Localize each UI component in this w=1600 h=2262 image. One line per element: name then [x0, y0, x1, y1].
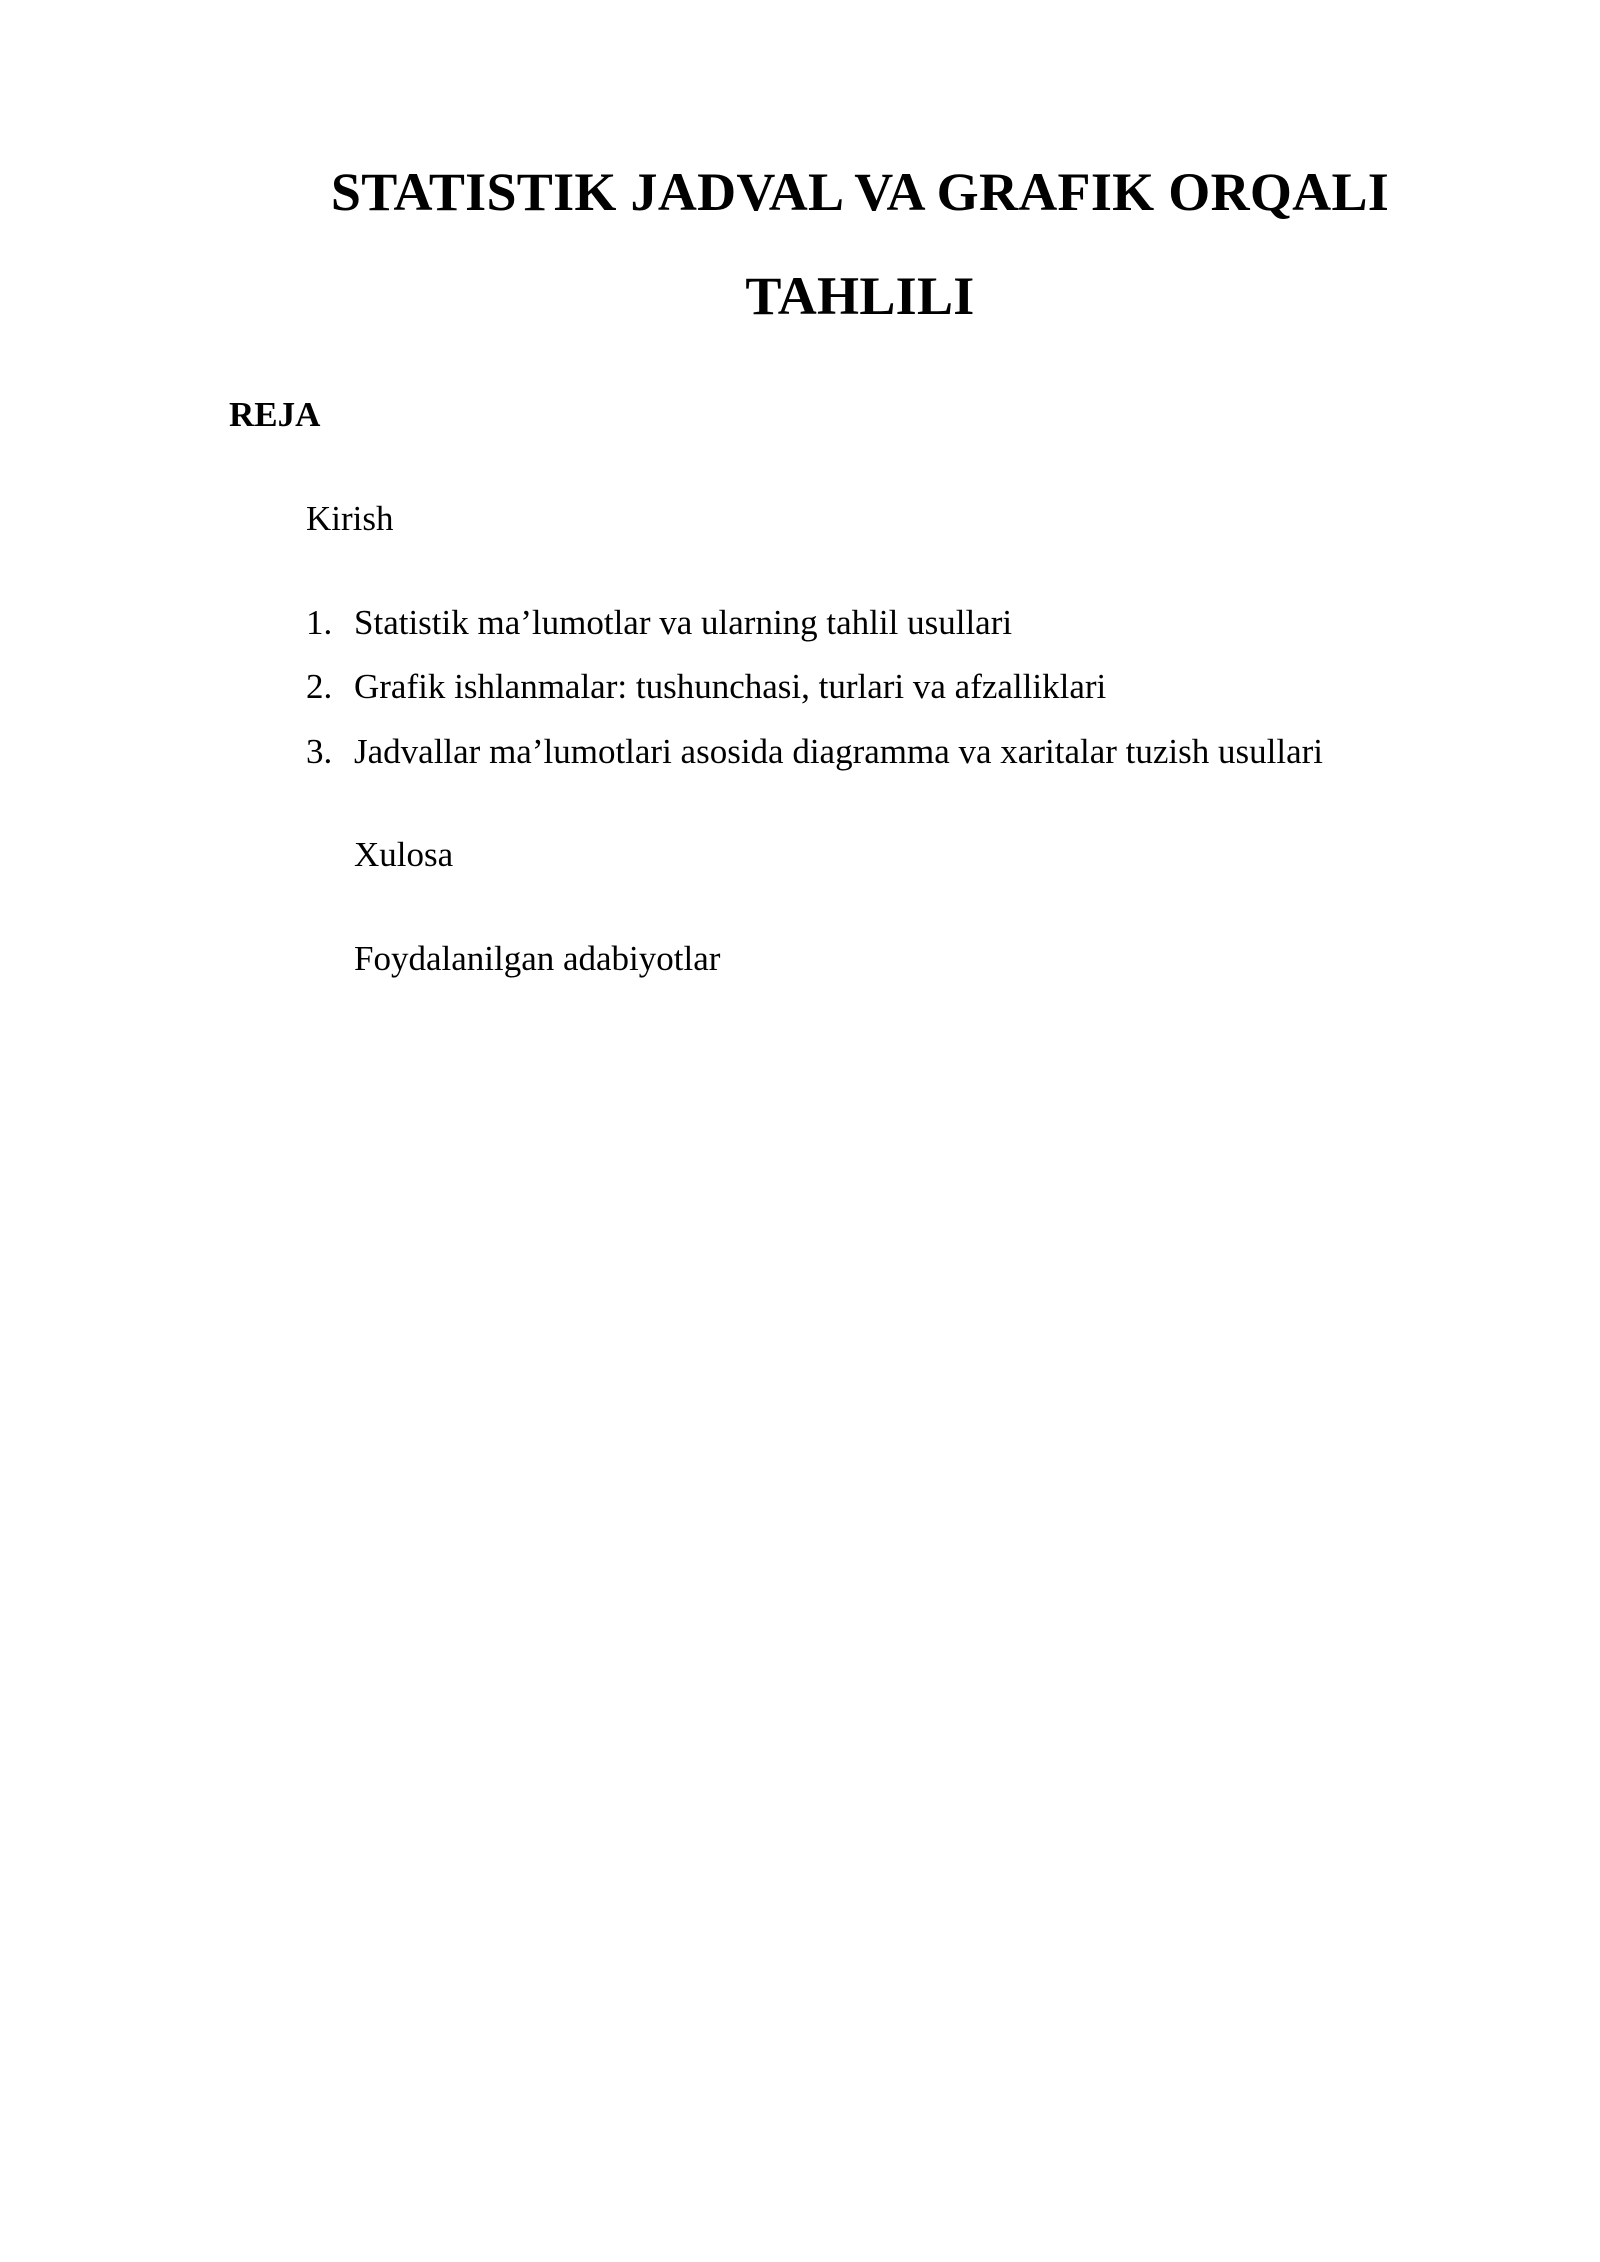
plan-item-text: Grafik ishlanmalar: tushunchasi, turlari va afzalliklari [354, 667, 1107, 706]
plan-intro: Kirish [306, 499, 394, 538]
document-title [230, 140, 1490, 348]
plan-item-1 [306, 601, 1012, 645]
plan-heading: REJA [229, 395, 321, 434]
plan-item-number: 1. [306, 603, 333, 642]
plan-item-2 [306, 665, 1106, 709]
plan-item-text: Jadvallar ma’lumotlari asosida diagramma va xaritalar tuzish usullari [354, 732, 1323, 771]
plan-references: Foydalanilgan adabiyotlar [354, 939, 721, 978]
plan-item-3 [306, 730, 1323, 774]
document-title-line-2: TAHLILI [745, 266, 975, 326]
document-title-line-1: STATISTIK JADVAL VA GRAFIK ORQALI [330, 162, 1390, 222]
plan-item-number: 3. [306, 732, 333, 771]
plan-conclusion: Xulosa [354, 835, 454, 874]
plan-item-text: Statistik ma’lumotlar va ularning tahlil usullari [354, 603, 1013, 642]
plan-item-number: 2. [306, 667, 333, 706]
